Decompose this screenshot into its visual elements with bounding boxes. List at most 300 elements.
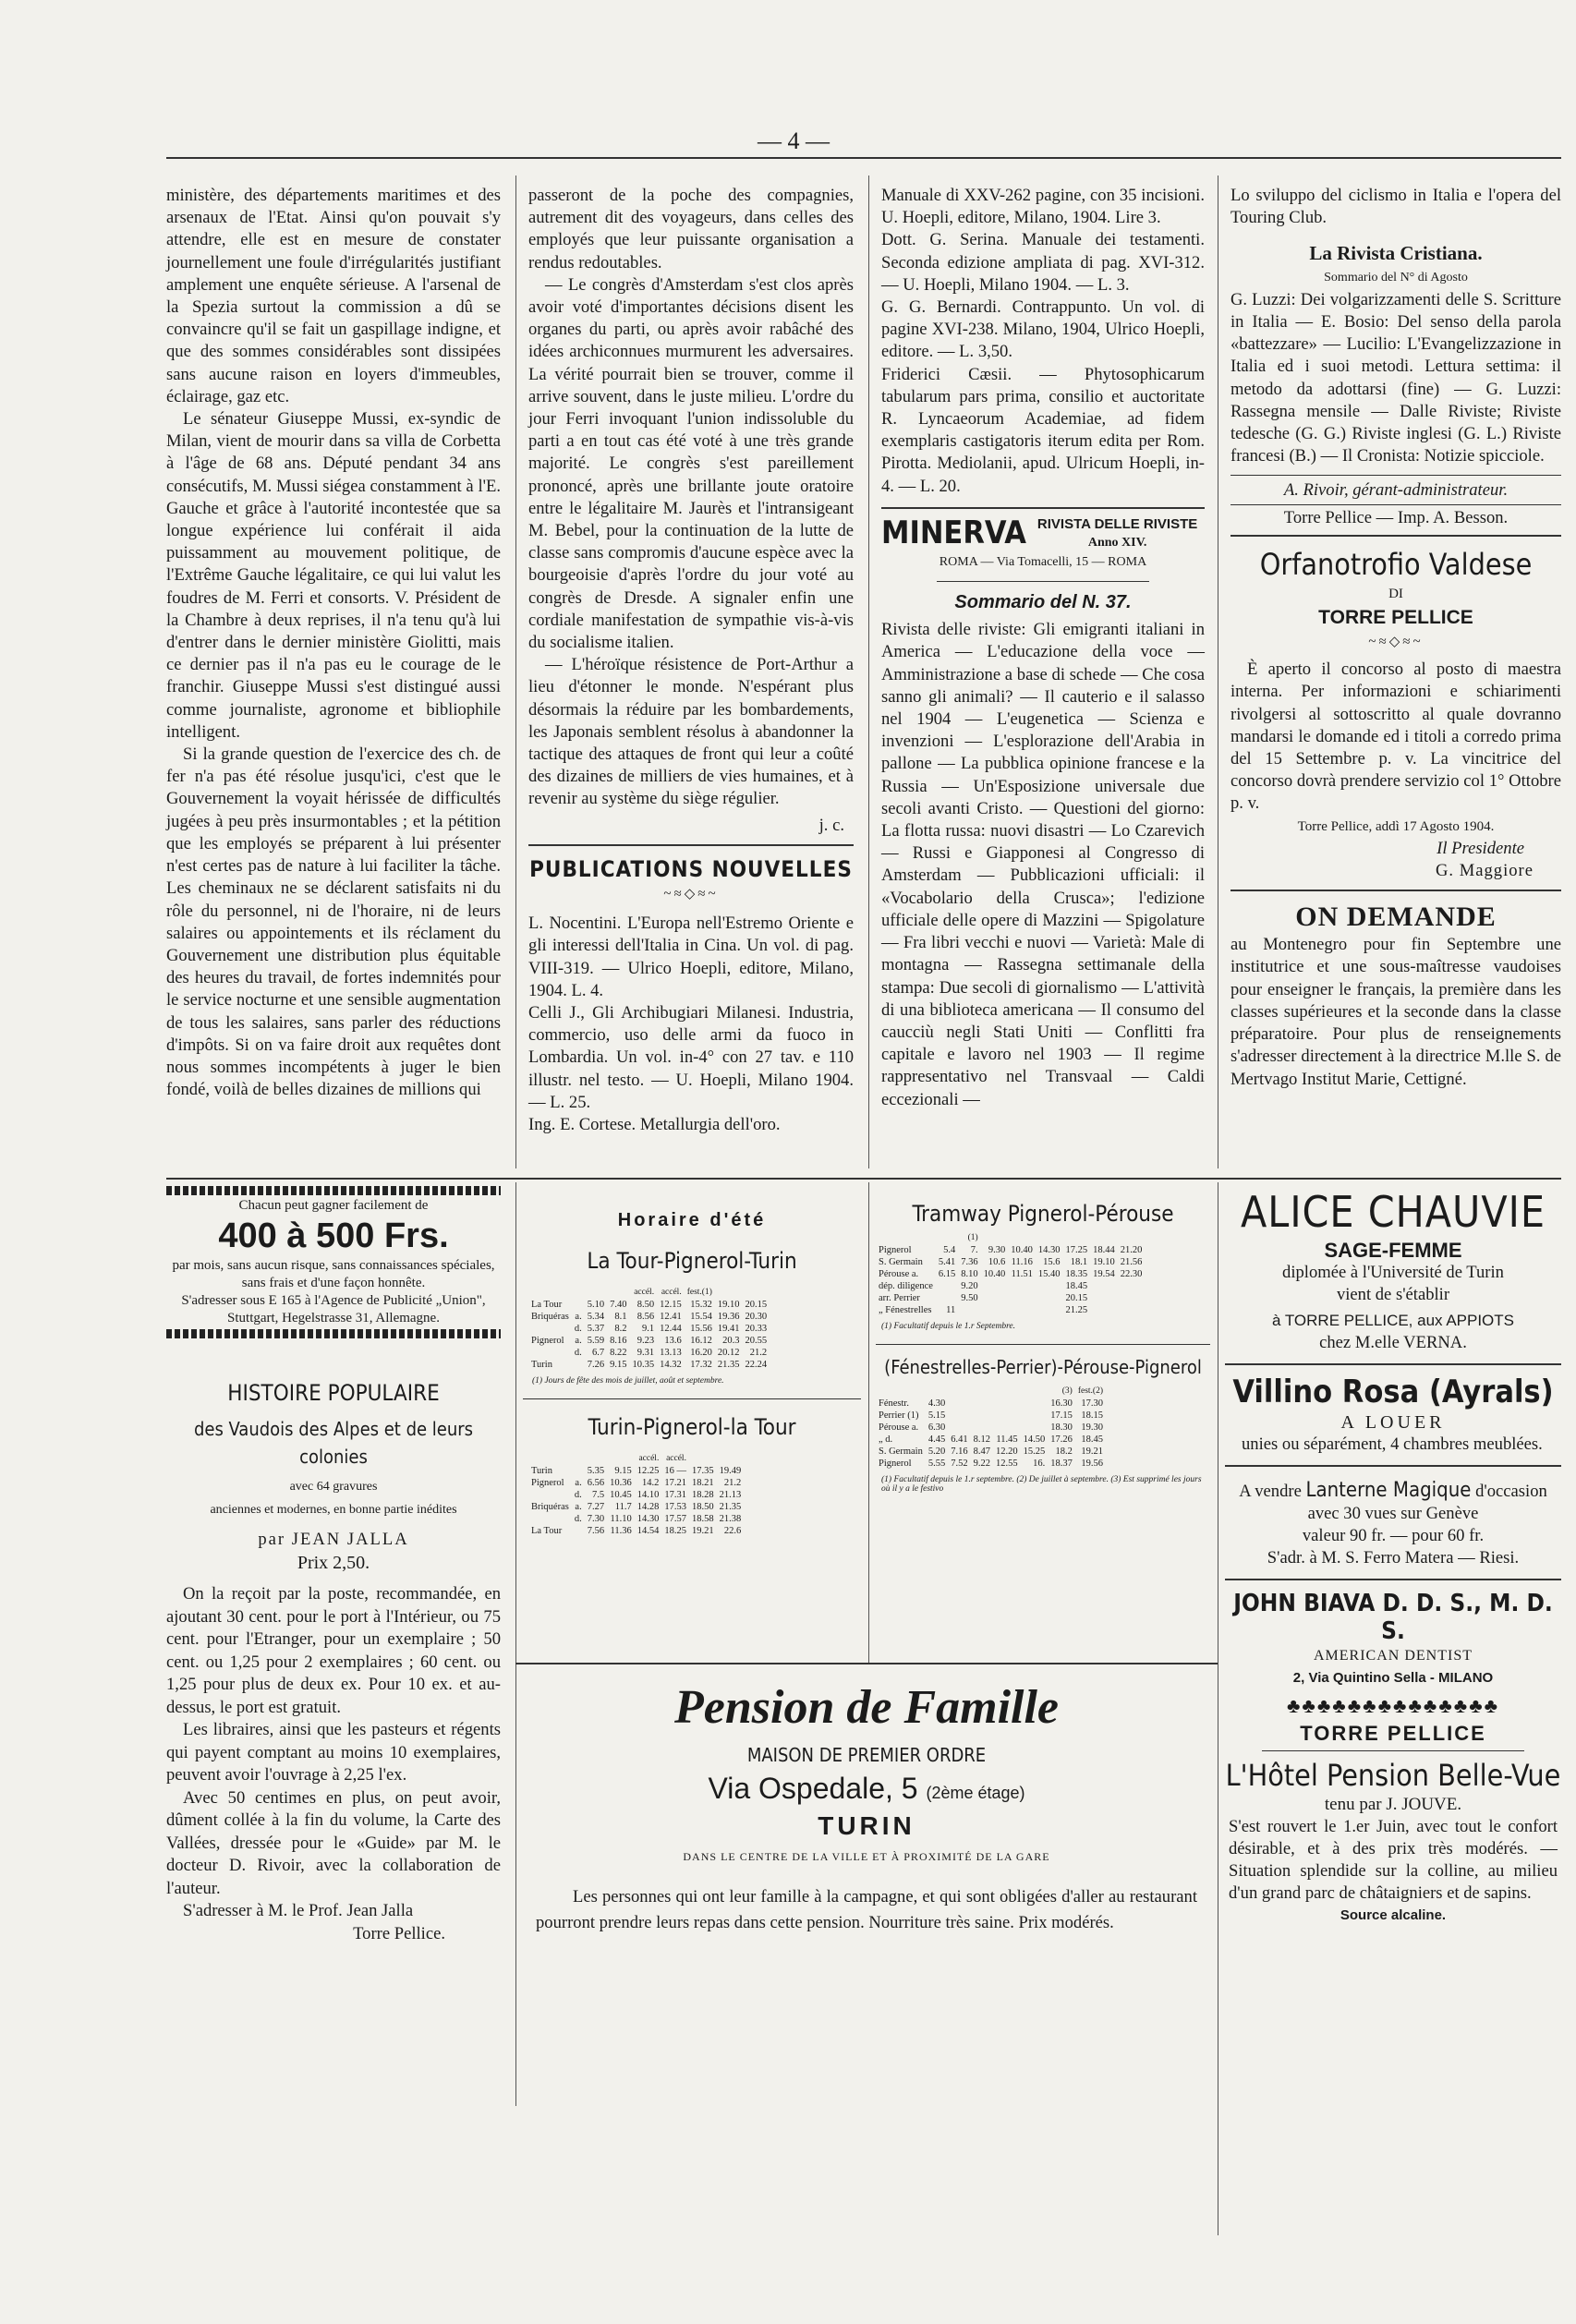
timetable-cell: 6.30 [927, 1422, 946, 1433]
timetable-cell: „ d. [879, 1434, 893, 1445]
ad-biava-name: JOHN BIAVA D. D. S., M. D. S. [1233, 1590, 1553, 1645]
orfanotrofio-date: Torre Pellice, addì 17 Agosto 1904. [1297, 818, 1495, 834]
ad-line: DANS LE CENTRE DE LA VILLE ET À PROXIMITÉ DE LA GARE [683, 1850, 1050, 1863]
ad-line: AMERICAN DENTIST [1314, 1648, 1473, 1664]
timetable-cell: 7.40 [610, 1300, 627, 1310]
timetable-cell: 20.12 [717, 1348, 740, 1358]
timetable-table [528, 1287, 770, 1371]
timetable-head-cell: accél. [638, 1454, 660, 1463]
timetable-cell: 18.37 [1050, 1459, 1073, 1469]
timetable-cell [1021, 1422, 1049, 1434]
timetable-row [528, 1323, 770, 1335]
ad-alice-role: SAGE-FEMME [1324, 1239, 1462, 1262]
timetable-note: (1) Facultatif depuis le 1.r Septembre. [881, 1322, 1016, 1331]
timetable-cell [993, 1410, 1021, 1422]
ad-line: avec 30 vues sur Genève [1307, 1504, 1479, 1523]
timetable-cell: 5.55 [927, 1459, 946, 1469]
timetable-cell: 19.10 [1093, 1257, 1115, 1267]
ad-title: Pension de Famille [674, 1681, 1059, 1734]
timetable-cell: La Tour [531, 1300, 563, 1310]
timetable-cell: 21.35 [717, 1360, 740, 1370]
sommario-text: Rivista delle riviste: Gli emigranti italiani in America — L'educazione della voce — Amministrazione a base di schede — Che cosa sanno gli animali? — Il cauterio e il salasso nel 1904 — L'eugenetica — Scienza e invenzioni — L'esplorazione dell'Arabia in pallone — La pubblica opinione francese e la Russia — Un'Esposizione universale due secoli avanti Cristo. — Questioni del giorno: La flotta russa: nuovi disastri — Lo Czarevich — Russi e Giapponesi al Congresso di Amsterdam — Pubblicazioni ufficiali: il «Vocabolario della Crusca»; l'edizione ufficiale delle opere di Mazzini — Spigolature — Fra libri vecchi e nuovi — Varietà: Male di montagna — Rassegna settimanale della stampa: Due secoli di giornalismo — L'attività di una biblioteca americana — Il consumo del caucciù negli Stati Uniti — Conflitti fra capitale e lavoro nel 1903 — Il regime rappresentativo nel Transvaal — Caldi eccezionali — [881, 620, 1205, 1109]
timetable-cell: 18.50 [691, 1502, 714, 1512]
timetable-cell: 13.6 [664, 1336, 682, 1346]
signature: j. c. [818, 815, 844, 835]
timetable-horaire [523, 1192, 861, 1537]
timetable-cell: 16.30 [1050, 1398, 1073, 1409]
ad-line: diplomée à l'Université de Turin [1282, 1263, 1504, 1282]
timetable-cell: 11.10 [610, 1514, 632, 1524]
timetable-cell: 10.40 [1011, 1245, 1033, 1255]
timetable-row [876, 1434, 1106, 1446]
timetable-cell: 16.12 [690, 1336, 712, 1346]
timetable-cell [528, 1489, 572, 1501]
timetable-cell: Turin [531, 1466, 552, 1476]
ad-line: anciennes et modernes, en bonne partie inédites [210, 1502, 457, 1517]
column-rule [515, 1182, 516, 2106]
ad-author: par JEAN JALLA [258, 1530, 409, 1549]
minerva-subtitle: RIVISTA DELLE RIVISTE [1037, 515, 1198, 532]
timetable-row [876, 1398, 1106, 1410]
timetable-cell: 9.31 [636, 1348, 655, 1358]
timetable-title: La Tour-Pignerol-Turin [587, 1248, 797, 1274]
timetable-cell [981, 1292, 1009, 1304]
timetable-cell: 7.36 [961, 1257, 978, 1267]
timetable-row [876, 1268, 1145, 1280]
timetable-cell: 21.38 [719, 1514, 742, 1524]
ornament: ~≈◇≈~ [663, 886, 719, 902]
timetable-cell: 9.30 [988, 1245, 1006, 1255]
timetable-note: (1) Facultatif depuis le 1.r septembre. (2) De juillet à septembre. (3) Est supprimé les jours où il y a le festivo [881, 1475, 1202, 1494]
timetable-cell: La Tour [531, 1526, 563, 1536]
ad-villino-sub: A LOUER [1340, 1412, 1446, 1433]
column-rule [515, 176, 516, 1168]
timetable-cell: 5.10 [587, 1300, 605, 1310]
timetable-cell: 7.30 [587, 1514, 605, 1524]
timetable-cell: Briquéras [531, 1502, 569, 1512]
timetable-cell: 6.7 [591, 1348, 605, 1358]
ad-alice-name: ALICE CHAUVIE [1240, 1187, 1546, 1237]
ad-line: tenu par J. JOUVE. [1324, 1795, 1462, 1814]
timetable-cell: 19.30 [1081, 1422, 1103, 1433]
timetable-cell: Pérouse a. [879, 1269, 919, 1279]
timetable-cell: 19.10 [717, 1300, 740, 1310]
timetable-cell: S. Germain [879, 1257, 923, 1267]
ad-pension-de-famille [523, 1679, 1210, 1936]
ad-hotel-title: L'Hôtel Pension Belle-Vue [1225, 1758, 1561, 1793]
timetable-cell: 8.1 [614, 1312, 627, 1322]
timetable-row [528, 1525, 744, 1537]
orfanotrofio-signature: G. Maggiore [1435, 861, 1534, 881]
publication-item: L. Nocentini. L'Europa nell'Estremo Oriente e gli interessi dell'Italia in Cina. Un vol. di pag. VIII-319. — Ulrico Hoepli, editore, Milano, 1904. L. 4. [528, 914, 854, 1000]
timetable-cell: 8.47 [973, 1446, 990, 1457]
ad-price: Prix 2,50. [297, 1552, 370, 1573]
timetable-cell: 11.36 [610, 1526, 632, 1536]
timetable-cell: 14.32 [660, 1360, 682, 1370]
timetable-cell: 20.55 [745, 1336, 768, 1346]
timetable-cell: 21.13 [719, 1490, 742, 1500]
timetable-cell: 21.56 [1120, 1257, 1143, 1267]
timetable-cell: 19.21 [691, 1526, 714, 1536]
timetable-row [528, 1359, 770, 1371]
timetable-row [876, 1244, 1145, 1256]
timetable-row [528, 1477, 744, 1489]
page-number: — 4 — [758, 127, 830, 154]
timetable-cell: 17.53 [664, 1502, 686, 1512]
on-demande-title: ON DEMANDE [1295, 902, 1497, 933]
timetable-cell: 20.33 [745, 1324, 768, 1334]
publication-item: Dott. G. Serina. Manuale dei testamenti. Seconda edizione ampliata di pag. XVI-312. — U. Hoepli, Milano 1904. — L. 3. [881, 230, 1205, 295]
timetable-row [528, 1501, 744, 1513]
timetable-cell [948, 1410, 970, 1422]
paragraph: — L'héroïque résistence de Port-Arthur a lieu d'étonner le monde. N'espérant plus désormais la réduire par les bombardements, les Japonais semblent résolus à abandonner la tactique des attaques de front qui leur a coûté des dizaines de milliers de vies humaines, et à revenir au système du siège régulier. [528, 655, 854, 809]
gerant: A. Rivoir, gérant-administrateur. [1283, 480, 1509, 501]
timetable-cell: 18.28 [691, 1490, 714, 1500]
paragraph: On la reçoit par la poste, recommandée, en ajoutant 30 cent. pour le port à l'Intérieur, ou 75 cent. pour l'Etranger, pour un exemplaire ; 50 cent. ou 1,25 pour 2 exemplaires ; 60 cent. ou 1,25 pour plus de deux ex. Pour 10 ex. et au-dessus, le port est gratuit. [166, 1584, 501, 1717]
timetable-cell [971, 1398, 993, 1410]
timetable-cell: 18.25 [664, 1526, 686, 1536]
publication-item: Celli J., Gli Archibugiari Milanesi. Industria, commercio, uso delle armi da fuoco in Lombardia. Un vol. in-4° con 27 tav. e 110 illustr. nel testo. — U. Hoepli, Milano 1904. — L. 25. [528, 1002, 854, 1112]
ad-line: vient de s'établir [1336, 1285, 1450, 1304]
imprint: Torre Pellice — Imp. A. Besson. [1283, 507, 1509, 527]
timetable-cell: 7.52 [951, 1459, 968, 1469]
timetable-cell: 9.22 [973, 1459, 990, 1469]
ad-histoire-populaire [166, 1378, 501, 1945]
ad-lanterne-title: Lanterne Magique [1305, 1479, 1472, 1502]
timetable-cell: 10.36 [610, 1478, 632, 1488]
timetable-cell: 14.2 [641, 1478, 660, 1488]
timetable-cell [981, 1280, 1009, 1292]
timetable-row [528, 1347, 770, 1359]
timetable-cell: 16 — [664, 1466, 686, 1476]
ad-line: S'adr. à M. S. Ferro Matera — Riesi. [1267, 1548, 1520, 1567]
on-demande-text: au Montenegro pour fin Septembre une institutrice et une sous-maîtresse vaudoises pour enseigner le français, la première dans les classes supérieures et la seconde dans la classe préparatoire. Pour plus de renseignements s'adresser directement à la directrice M.lle S. de Mertvago Institut Marie, Cettigné. [1230, 935, 1561, 1089]
timetable-cell: Pignerol [879, 1459, 912, 1469]
timetable-cell: 18.45 [1081, 1434, 1103, 1445]
paragraph: Avec 50 centimes en plus, on peut avoir, dûment collée à la fin du volume, la Carte des Vallées, dressée pour le «Guide» par M. le docteur D. Rivoir, avec la collaboration de l'auteur. [166, 1787, 501, 1898]
ad-line: valeur 90 fr. — pour 60 fr. [1302, 1526, 1485, 1545]
timetable-cell [1036, 1280, 1063, 1292]
timetable-cell [1090, 1292, 1118, 1304]
timetable-cell: 22.6 [723, 1526, 742, 1536]
timetable-cell: 17.32 [690, 1360, 712, 1370]
timetable-cell: 18.1 [1070, 1257, 1088, 1267]
paragraph: Lo sviluppo del ciclismo in Italia e l'opera del Touring Club. [1230, 186, 1561, 228]
timetable-cell: a. [575, 1478, 582, 1488]
timetable-cell: 8.2 [614, 1324, 627, 1334]
timetable-cell [1090, 1280, 1118, 1292]
timetable-cell: 18.2 [1055, 1446, 1073, 1457]
timetable-cell: 15.54 [690, 1312, 712, 1322]
paragraph: S'est rouvert le 1.er Juin, avec tout le confort désirable, et à des prix très modérés. — Situation splendide sur la colline, au milieu d'un grand parc de châtaigniers et de sapins. [1229, 1817, 1558, 1903]
timetable-cell [1008, 1304, 1036, 1316]
timetable-row [876, 1422, 1106, 1434]
timetable-cell: 18.35 [1065, 1269, 1088, 1279]
timetable-cell: 21.25 [1065, 1305, 1088, 1315]
timetable-cell: Pignerol [531, 1336, 564, 1346]
timetable-row [876, 1280, 1145, 1292]
timetable-cell: 11.16 [1011, 1257, 1033, 1267]
timetable-cell: 6.15 [938, 1269, 956, 1279]
column-rule [868, 1182, 869, 1663]
timetable-cell [958, 1304, 980, 1316]
article-column-3 [881, 185, 1205, 1111]
timetable-cell: 21.2 [749, 1348, 768, 1358]
timetable-cell: 7. [970, 1245, 978, 1255]
timetable-row [528, 1465, 744, 1477]
timetable-cell [572, 1525, 585, 1537]
timetable-cell: 17.30 [1081, 1398, 1103, 1409]
timetable-cell [936, 1280, 958, 1292]
timetable-cell [528, 1323, 572, 1335]
ad-line: d'occasion [1475, 1482, 1547, 1501]
timetable-cell: 14.10 [636, 1490, 660, 1500]
timetable-row [876, 1410, 1106, 1422]
timetable-cell: 20.30 [745, 1312, 768, 1322]
timetable-cell: 17.21 [664, 1478, 686, 1488]
timetable-cell: a. [575, 1312, 582, 1322]
timetable-cell: „ Fénestrelles [879, 1305, 932, 1315]
ad-line: par mois, sans aucun risque, sans connaissances spéciales, sans frais et d'une façon honnête. [172, 1258, 495, 1290]
timetable-cell [1021, 1398, 1049, 1410]
timetable-cell: 18.21 [691, 1478, 714, 1488]
timetable-cell: 17.31 [664, 1490, 686, 1500]
timetable-cell: 8.22 [610, 1348, 627, 1358]
timetable-cell: 17.35 [691, 1466, 714, 1476]
rivista-title: La Rivista Cristiana. [1309, 242, 1483, 265]
timetable-cell: 19.56 [1081, 1459, 1103, 1469]
timetable-cell: 19.54 [1093, 1269, 1115, 1279]
timetable-cell: 7.26 [587, 1360, 605, 1370]
timetable-cell: 18.15 [1081, 1410, 1103, 1421]
timetable-cell: d. [574, 1490, 582, 1500]
timetable-cell: d. [574, 1348, 582, 1358]
orfanotrofio-title: Orfanotrofio Valdese [1259, 546, 1533, 582]
publication-item: Friderici Cæsii. — Phytosophicarum tabularum pars prima, consilio et auctoritate R. Lyncaeorum Academiae, ad fidem exemplaris castigatoris iterum edita per Rom. Pirotta. Mediolanii, apud. Ulricum Hoepli, in-4. — L. 20. [881, 364, 1205, 496]
ad-line: chez M.elle VERNA. [1319, 1333, 1467, 1352]
section-rule [166, 1178, 1561, 1180]
ad-address-floor: (2ème étage) [926, 1784, 1025, 1802]
ad-address: Via Ospedale, 5 [708, 1772, 918, 1805]
timetable-cell: 15.32 [690, 1300, 712, 1310]
timetable-cell: 6.41 [951, 1434, 968, 1445]
timetable-cell [1090, 1304, 1118, 1316]
timetable-cell: dép. diligence [879, 1281, 933, 1291]
timetable-cell [1036, 1292, 1063, 1304]
timetable-head-cell: accél. [661, 1288, 682, 1297]
timetable-cell: 18.45 [1065, 1281, 1088, 1291]
paragraph: Les personnes qui ont leur famille à la campagne, et qui sont obligées d'aller au restaurant pourront prendre leurs repas dans cette pension. Nourriture très saine. Prix modérés. [536, 1887, 1197, 1932]
timetable-row [528, 1299, 770, 1311]
timetable-cell: Turin [531, 1360, 552, 1370]
ad-villino-title: Villino Rosa (Ayrals) [1232, 1374, 1554, 1410]
timetable-cell: 12.25 [636, 1466, 660, 1476]
timetable-cell: 5.41 [938, 1257, 956, 1267]
timetable-cell: Perrier (1) [879, 1410, 919, 1421]
publications-heading: PUBLICATIONS NOUVELLES [529, 855, 853, 882]
ad-title: HISTOIRE POPULAIRE [227, 1380, 440, 1406]
timetable-cell: 8.56 [636, 1312, 655, 1322]
timetable-cell: 9.23 [636, 1336, 655, 1346]
ad-line: S'adresser sous E 165 à l'Agence de Publicité „Union", Stuttgart, Hegelstrasse 31, Allemagne. [181, 1293, 486, 1325]
timetable-cell: 14.30 [636, 1514, 660, 1524]
timetable-cell: Pignerol [531, 1478, 564, 1488]
paragraph: Les libraires, ainsi que les pasteurs et régents qui payent comptant au moins 10 exemplaires, peuvent avoir l'ouvrage à 2,25 l'ex. [166, 1720, 501, 1785]
timetable-cell: 6.56 [587, 1478, 605, 1488]
ornament: ♣♣♣♣♣♣♣♣♣♣♣♣♣♣ [1286, 1694, 1500, 1717]
paragraph: ministère, des départements maritimes et des arsenaux de l'Etat. Ainsi qu'on pouvait s'y attendre, elle est en mesure de constater journellement une foule d'irrégularités justifiant amplement une enquête sérieuse. A l'arsenal de la Spezia surtout la commission a dû se convaincre qu'il se fait un gaspillage indigne, et que des sommes considérables sont dissipées sans aucune raison en loyers d'immeubles, éclairage, gaz etc. [166, 186, 501, 406]
orfanotrofio-di: DI [1388, 586, 1403, 601]
article-column-1 [166, 185, 501, 1101]
timetable-cell: 8.12 [973, 1434, 990, 1445]
timetable-cell [1036, 1304, 1063, 1316]
timetable-cell: 19.41 [717, 1324, 740, 1334]
ad-headline: 400 à 500 Frs. [218, 1216, 449, 1255]
timetable-cell: 12.41 [660, 1312, 682, 1322]
ad-line: MAISON DE PREMIER ORDRE [746, 1744, 987, 1766]
article-column-2 [528, 185, 854, 1136]
timetable-cell [993, 1422, 1021, 1434]
timetable-cell: 16. [1033, 1459, 1046, 1469]
timetable-cell: 14.50 [1023, 1434, 1046, 1445]
timetable-cell: 22.24 [745, 1360, 768, 1370]
timetable-title: Turin-Pignerol-la Tour [588, 1414, 796, 1440]
timetable-row [876, 1304, 1145, 1316]
timetable-cell: 18.44 [1093, 1245, 1115, 1255]
timetable-cell: S. Germain [879, 1446, 923, 1457]
timetable-heading: Horaire d'été [617, 1210, 767, 1230]
timetable-cell [572, 1465, 585, 1477]
timetable-cell: 15.6 [1043, 1257, 1061, 1267]
publication-item: Manuale di XXV-262 pagine, con 35 incisioni. U. Hoepli, editore, Milano, 1904. Lire 3. [881, 186, 1205, 228]
timetable-table [528, 1453, 744, 1537]
article-column-4 [1230, 185, 1561, 1091]
timetable-tramway [876, 1192, 1210, 1494]
timetable-cell: 5.59 [587, 1336, 605, 1346]
ad-line: avec 64 gravures [289, 1480, 378, 1494]
ornament: ~≈◇≈~ [1368, 635, 1424, 650]
timetable-cell: 17.26 [1050, 1434, 1073, 1445]
timetable-cell: 10.6 [988, 1257, 1006, 1267]
timetable-cell: 14.28 [636, 1502, 660, 1512]
ad-line: 2, Via Quintino Sella - MILANO [1292, 1670, 1494, 1686]
timetable-cell: arr. Perrier [879, 1293, 920, 1303]
timetable-row [528, 1335, 770, 1347]
timetable-title: Tramway Pignerol-Pérouse [912, 1201, 1174, 1227]
timetable-cell [1021, 1410, 1049, 1422]
timetable-cell: 20.15 [1065, 1293, 1088, 1303]
timetable-cell: 9.15 [614, 1466, 632, 1476]
paragraph: Si la grande question de l'exercice des ch. de fer n'a pas été résolue jusqu'ici, c'est que le Gouvernement la voyait hérissée de difficultés jugées à peu près insurmontables ; et la pétition que les employés se préparent à lui présenter n'est certes pas de nature à lui faciliter la tâche. Les cheminaux ne se déclarent satisfaits ni du rôle du personnel, ni de l'horaire, ni de leurs salaires ou appointements et ils réclament du Gouvernement une distribution plus équitable des heures du travail, de fortes indemnités pour le service nocturne et une sensible augmentation de tous les salaires, sans parler des réductions d'impôts. Si on va faire droit aux requêtes dont nous sommes incompétents à juger le bien fondé, voilà de belles dizaines de millions qui [166, 744, 501, 1100]
timetable-cell: 9.50 [961, 1293, 978, 1303]
timetable-cell: 13.13 [660, 1348, 682, 1358]
timetable-cell: 21.2 [723, 1478, 742, 1488]
timetable-title: (Fénestrelles-Perrier)-Pérouse-Pignerol [884, 1356, 1202, 1378]
timetable-table [876, 1232, 1145, 1316]
timetable-cell: 12.44 [660, 1324, 682, 1334]
timetable-cell: d. [574, 1324, 582, 1334]
timetable-cell: 8.10 [961, 1269, 978, 1279]
sommario-title: Sommario del N. 37. [954, 592, 1132, 613]
timetable-cell: Fénestr. [879, 1398, 909, 1409]
minerva-title: MINERVA [881, 514, 1026, 551]
timetable-cell: 15.25 [1023, 1446, 1046, 1457]
ad-city: TURIN [818, 1811, 915, 1840]
timetable-cell: 7.56 [587, 1526, 605, 1536]
timetable-head-cell: (1) [967, 1233, 978, 1242]
timetable-cell [971, 1422, 993, 1434]
ad-line: Source alcaline. [1340, 1907, 1447, 1923]
paragraph: passeront de la poche des compagnies, autrement dit des voyageurs, dans celles des employés que leur puissante organisation a rendus redoutables. [528, 186, 854, 272]
timetable-cell: 10.35 [632, 1360, 655, 1370]
column-rule [868, 176, 869, 1168]
ad-earn-money [166, 1184, 501, 1340]
timetable-cell: 11.51 [1011, 1269, 1033, 1279]
ornament-stripe [166, 1186, 501, 1195]
timetable-cell: 19.36 [717, 1312, 740, 1322]
timetable-cell: a. [575, 1336, 582, 1346]
timetable-cell [1118, 1280, 1146, 1292]
timetable-table [876, 1386, 1106, 1470]
timetable-cell: 17.25 [1065, 1245, 1088, 1255]
timetable-head-cell: accél. [634, 1288, 655, 1297]
timetable-cell: 8.16 [610, 1336, 627, 1346]
timetable-row [528, 1513, 744, 1525]
ad-right-column [1225, 1184, 1561, 1927]
timetable-cell: 5.20 [927, 1446, 946, 1457]
timetable-head-cell: (3) [1061, 1386, 1073, 1396]
publication-item: Ing. E. Cortese. Metallurgia dell'oro. [528, 1114, 781, 1134]
timetable-cell: 11.7 [614, 1502, 632, 1512]
minerva-address: ROMA — Via Tomacelli, 15 — ROMA [939, 554, 1147, 569]
timetable-cell [528, 1513, 572, 1525]
orfanotrofio-place: TORRE PELLICE [1318, 607, 1473, 629]
timetable-cell: Briquéras [531, 1312, 569, 1322]
timetable-cell: 5.4 [943, 1245, 956, 1255]
timetable-cell [1008, 1292, 1036, 1304]
minerva-year: Anno XIV. [1087, 535, 1147, 550]
timetable-cell: 17.57 [664, 1514, 686, 1524]
timetable-cell: 10.45 [610, 1490, 632, 1500]
timetable-head-cell: fest.(1) [686, 1288, 712, 1297]
timetable-cell: 22.30 [1120, 1269, 1143, 1279]
ad-line: Chacun peut gagner facilement de [238, 1198, 429, 1213]
paragraph: Torre Pellice. [353, 1923, 445, 1943]
timetable-cell [981, 1304, 1009, 1316]
rivista-text: G. Luzzi: Dei volgarizzamenti delle S. Scritture in Italia — E. Bosio: Del senso della parola «battezzare» — Lucilio: L'Evangelizzazione in Italia ed i suoi metodi. Lettura settima: il metodo da adottarsi (fine) — G. Luzzi: Rassegna mensile — Dalle Riviste; Riviste tedesche (G. G.) Riviste inglesi (G. L.) Riviste francesi (B.) — Il Cronista: Notizie spicciole. [1230, 289, 1561, 466]
timetable-cell: a. [575, 1502, 582, 1512]
timetable-cell: 12.55 [995, 1459, 1018, 1469]
timetable-cell: 11 [946, 1305, 956, 1315]
ad-line: A vendre [1239, 1482, 1302, 1501]
orfanotrofio-president: Il Presidente [1437, 838, 1524, 858]
timetable-cell [572, 1359, 585, 1371]
timetable-cell: 20.15 [745, 1300, 768, 1310]
timetable-cell: 12.20 [995, 1446, 1018, 1457]
timetable-cell: 18.30 [1050, 1422, 1073, 1433]
timetable-cell [971, 1410, 993, 1422]
timetable-cell: 12.15 [660, 1300, 682, 1310]
timetable-cell [572, 1299, 585, 1311]
timetable-cell [936, 1292, 958, 1304]
timetable-cell: 4.30 [927, 1398, 946, 1409]
paragraph: Le sénateur Giuseppe Mussi, ex-syndic de Milan, vient de mourir dans sa villa de Corbetta à l'âge de 68 ans. Député pendant 34 ans consécutifs, M. Mussi siégea constamment à l'E. Gauche et grâce à l'autorité incontestée que sa longue expérience lui conférait il aida puissamment au mouvement politique, de l'Extrême Gauche légalitaire, ce qui lui valut les foudres de M. Ferri et consorts. V. Président de la Chambre à deux reprises, il n'a tenu qu'à lui d'entrer dans le dernier ministère Giolitti, mais ce dernier pas il n'a pas eu le courage de le franchir. Giuseppe Mussi s'est distingué aussi comme journaliste, agronome et bibliophile intelligent. [166, 409, 501, 742]
timetable-cell [1118, 1292, 1146, 1304]
timetable-cell: 21.35 [719, 1502, 742, 1512]
ornament-stripe [166, 1329, 501, 1338]
timetable-cell: 11.45 [996, 1434, 1018, 1445]
timetable-cell: 19.49 [719, 1466, 742, 1476]
